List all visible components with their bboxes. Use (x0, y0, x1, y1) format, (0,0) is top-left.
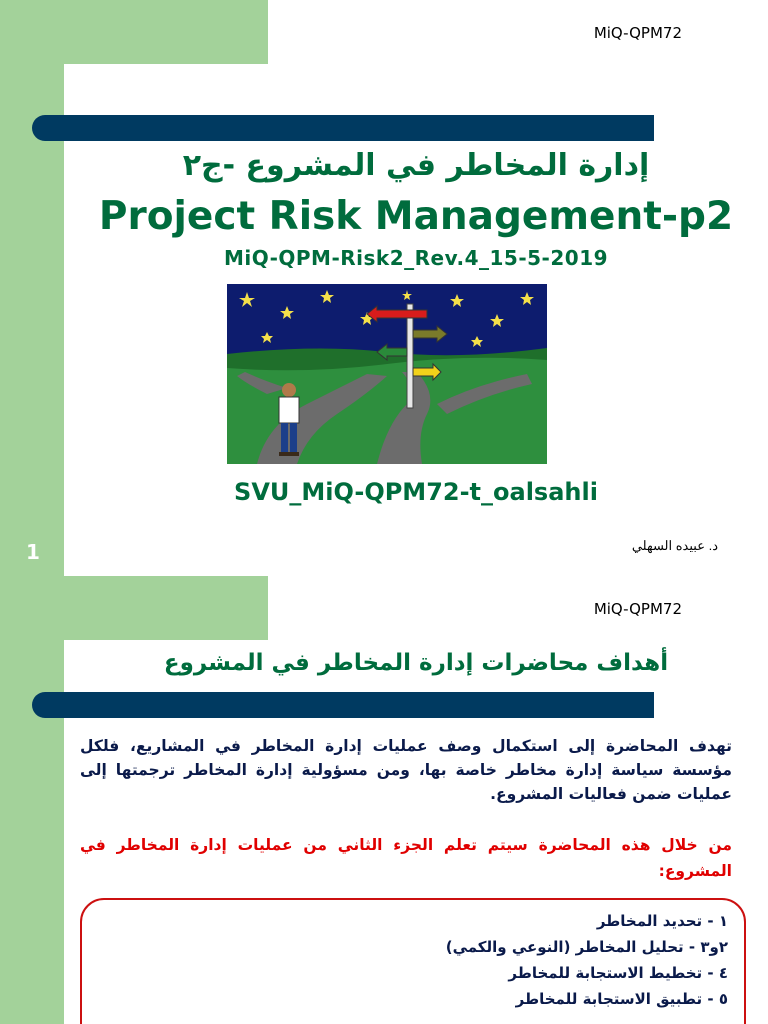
frame-top (64, 0, 268, 64)
frame-left (0, 576, 64, 1024)
revision-label: MiQ-QPM-Risk2_Rev.4_15-5-2019 (223, 246, 609, 270)
list-item: ٥ - تطبيق الاستجابة للمخاطر (515, 990, 728, 1008)
title-bar (32, 115, 654, 141)
list-item: ١ - تحديد المخاطر (596, 912, 728, 930)
list-item: ٢و٣ - تحليل المخاطر (النوعي والكمي) (445, 938, 728, 956)
slide-title-arabic: إدارة المخاطر في المشروع -ج٢ (182, 148, 650, 183)
crossroads-signpost-illustration (227, 284, 547, 464)
intro-paragraph: تهدف المحاضرة إلى استكمال وصف عمليات إدارة المخاطر في المشاريع، فلكل مؤسسة سياسة إدارة مخاطر خاصة بها، ومن مسؤولية إدارة المخاطر ترجمتها إلى عمليات ضمن فعاليات المشروع. (80, 737, 732, 803)
course-id: SVU_MiQ-QPM72-t_oalsahli (234, 478, 598, 506)
objectives-slide (0, 576, 768, 1024)
highlight-paragraph: من خلال هذه المحاضرة سيتم تعلم الجزء الثاني من عمليات إدارة المخاطر في المشروع: (80, 836, 732, 880)
course-code: MiQ-QPM72 (593, 24, 682, 42)
author-name: د. عبيده السهلي (631, 538, 718, 553)
list-item: ٤ - تخطيط الاستجابة للمخاطر (508, 964, 728, 982)
frame-left (0, 0, 64, 576)
course-code: MiQ-QPM72 (593, 600, 682, 618)
slide-title: أهداف محاضرات إدارة المخاطر في المشروع (163, 650, 669, 676)
page-number: 1 (26, 540, 40, 564)
slide-title-english: Project Risk Management-p2 (98, 194, 734, 239)
frame-top (64, 576, 268, 640)
process-list (446, 908, 728, 1012)
title-bar (32, 692, 654, 718)
